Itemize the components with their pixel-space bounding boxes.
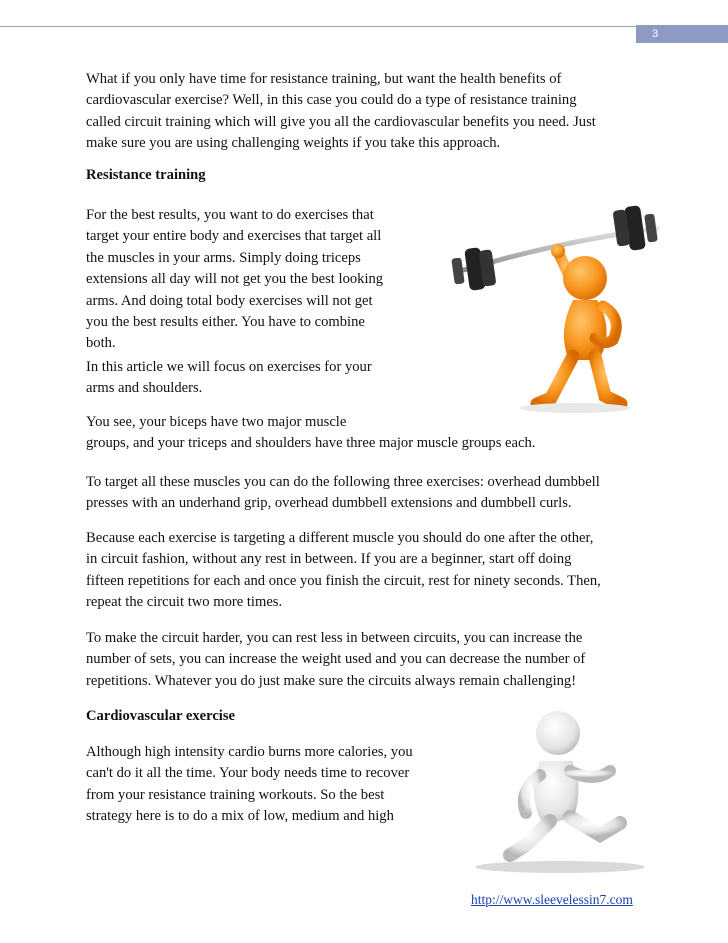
exercises-paragraph [86,472,600,515]
orange-figure-icon [520,244,630,413]
text-line: can't do it all the time. Your body needs time to recover [86,765,410,782]
text-line: target your entire body and exercises that target all [86,228,382,245]
harder-paragraph [86,628,585,692]
resistance-training-heading: Resistance training [86,167,206,183]
footer-website-link[interactable]: http://www.sleevelessin7.com [471,892,633,907]
runner-illustration [470,705,650,875]
text-line: extensions all day will not get you the best looking [86,271,384,288]
text-line: arms and shoulders. [86,380,203,397]
circuit-paragraph [86,528,601,614]
text-line: Although high intensity cardio burns more calories, you [86,744,413,760]
text-line: To make the circuit harder, you can rest less in between circuits, you can increase the [86,630,583,646]
text-line: You see, your biceps have two major muscle [86,414,347,430]
page-number-tab [636,25,728,43]
intro-paragraph [86,69,596,155]
text-line: in circuit fashion, without any rest in between. If you are a beginner, start off doing [86,551,572,568]
text-line: repeat the circuit two more times. [86,594,283,611]
header-rule [0,26,728,27]
cardio-heading: Cardiovascular exercise [86,708,236,724]
text-line: fifteen repetitions for each and once you finish the circuit, rest for ninety seconds. Then, [86,572,601,589]
text-line: make sure you are using challenging weights if you take this approach. [86,135,501,152]
text-line: from your resistance training workouts. So the best [86,786,385,803]
page-number: 3 [652,28,659,40]
running-figure-icon [475,711,645,873]
text-line: called circuit training which will give you all the cardiovascular benefits you need. Just [86,113,596,130]
text-line: the muscles in your arms. Simply doing triceps [86,249,361,266]
focus-paragraph [86,357,372,400]
resistance-paragraph [86,205,383,355]
text-line: both. [86,335,116,352]
text-line: To target all these muscles you can do the following three exercises: overhead dumbbell [86,474,600,490]
text-line: For the best results, you want to do exercises that [86,207,374,223]
text-line: repetitions. Whatever you do just make sure the circuits always remain challenging! [86,672,577,689]
text-line: groups, and your triceps and shoulders have three major muscle groups each. [86,435,536,452]
text-line: cardiovascular exercise? Well, in this case you could do a type of resistance training [86,92,577,109]
weightlifter-illustration [445,200,675,415]
text-line: What if you only have time for resistance training, but want the health benefits of [86,71,562,87]
cardio-paragraph [86,742,413,828]
text-line: number of sets, you can increase the weight used and you can decrease the number of [86,651,586,668]
text-line: arms. And doing total body exercises will not get [86,292,373,309]
text-line: Because each exercise is targeting a different muscle you should do one after the other, [86,530,594,546]
text-line: strategy here is to do a mix of low, medium and high [86,808,394,825]
text-line: presses with an underhand grip, overhead dumbbell extensions and dumbbell curls. [86,495,572,512]
text-line: you the best results either. You have to combine [86,314,365,331]
text-line: In this article we will focus on exercises for your [86,359,372,375]
muscle-groups-paragraph [86,412,535,455]
